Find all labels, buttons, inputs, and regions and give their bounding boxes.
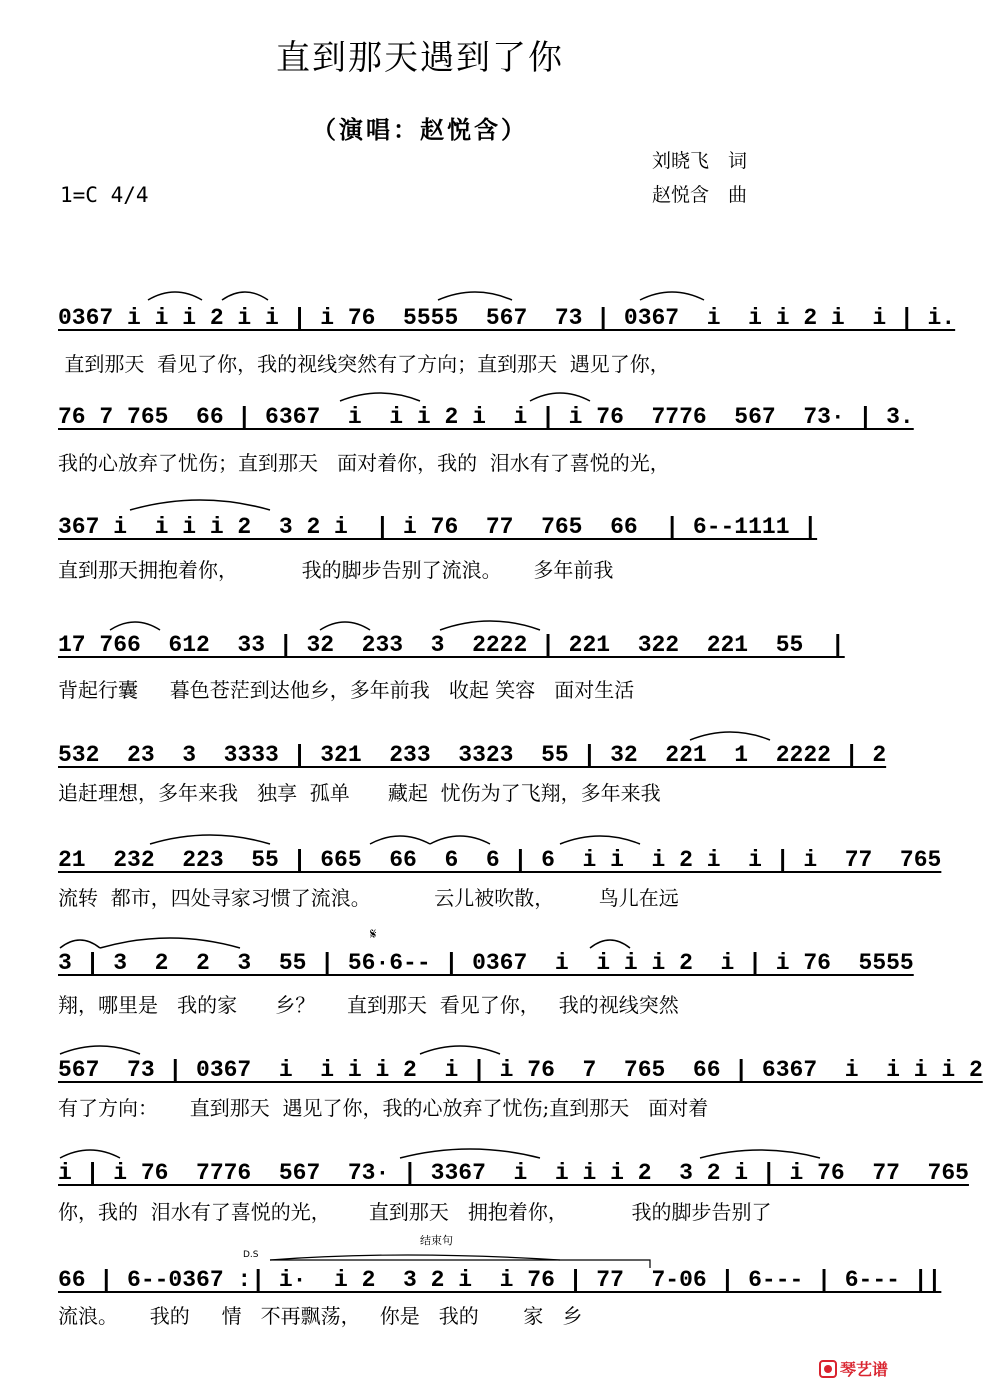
lyrics-line-2: 我的心放弃了忧伤；直到那天 面对着你，我的 泪水有了喜悦的光， [58, 451, 670, 475]
slur-marks [0, 722, 900, 742]
notation-line-8: 567 73 | 0367 i i i i 2 i | i 76 7 765 66 | 6367 i i i i 2 [58, 1057, 983, 1083]
lyrics-line-5: 追赶理想，多年来我 独享 孤单 藏起 忧伤为了飞翔，多年来我 [58, 781, 661, 805]
watermark [819, 1357, 888, 1380]
key-signature: 1=C 4/4 [60, 183, 149, 207]
segno-sign: 𝄋 [370, 925, 377, 943]
watermark-text: 琴艺谱 [839, 1360, 888, 1379]
slur-marks [0, 282, 900, 302]
ds-mark: D.S [243, 1250, 259, 1260]
lyricist-credit: 刘晓飞 词 [652, 150, 748, 172]
lyrics-line-10: 流浪。 我的 情 不再飘荡， 你是 我的 家 乡 [58, 1304, 583, 1328]
notation-line-10: 66 | 6--0367 :| i· i 2 3 2 i i 76 | 77 7-06 | 6--- | 6--- || [58, 1267, 942, 1293]
lyrics-line-4: 背起行囊 暮色苍茫到达他乡，多年前我 收起 笑容 面对生活 [58, 678, 635, 702]
lyrics-line-6: 流转 都市，四处寻家习惯了流浪。 云儿被吹散， 鸟儿在远 [58, 886, 679, 910]
lyrics-line-8: 有了方向： 直到那天 遇见了你，我的心放弃了忧伤;直到那天 面对着 [58, 1096, 709, 1120]
slur-marks [0, 1140, 900, 1160]
lyrics-line-7: 翔，哪里是 我的家 乡？ 直到那天 看见了你， 我的视线突然 [58, 993, 679, 1017]
notation-line-4: 17 766 612 33 | 32 233 3 2222 | 221 322 221 55 | [58, 632, 845, 658]
lyrics-line-9: 你，我的 泪水有了喜悦的光， 直到那天 拥抱着你， 我的脚步告别了 [58, 1200, 772, 1224]
notation-line-1: 0367 i i i 2 i i | i 76 5555 567 73 | 0367 i i i 2 i i | i. [58, 305, 956, 331]
slur-marks [0, 612, 900, 632]
notation-line-7: 3 | 3 2 2 3 55 | 56·6-- | 0367 i i i i 2 i | i 76 5555 [58, 950, 914, 976]
slur-marks [0, 1036, 900, 1056]
slur-marks [0, 930, 900, 950]
notation-line-3: 367 i i i i 2 3 2 i | i 76 77 765 66 | 6--1111 | [58, 514, 818, 540]
lyrics-line-3: 直到那天拥抱着你， 我的脚步告别了流浪。 多年前我 [58, 558, 614, 582]
ending-label: 结束句 [420, 1234, 453, 1247]
lyrics-line-1: 直到那天 看见了你，我的视线突然有了方向；直到那天 遇见了你， [58, 352, 670, 376]
logo-icon [819, 1360, 837, 1378]
notation-line-6: 21 232 223 55 | 665 66 6 6 | 6 i i i 2 i i | i 77 765 [58, 847, 942, 873]
ending-bracket [0, 1246, 900, 1266]
notation-line-5: 532 23 3 3333 | 321 233 3323 55 | 32 221 1 2222 | 2 [58, 742, 887, 768]
composer-credit: 赵悦含 曲 [652, 184, 748, 206]
notation-line-9: i | i 76 7776 567 73· | 3367 i i i i 2 3 2 i | i 76 77 765 [58, 1160, 969, 1186]
notation-line-2: 76 7 765 66 | 6367 i i i 2 i i | i 76 7776 567 73· | 3. [58, 404, 914, 430]
slur-marks [0, 826, 900, 846]
slur-marks [0, 383, 900, 403]
performer-line: （演唱：赵悦含） [312, 115, 528, 144]
song-title: 直到那天遇到了你 [276, 38, 564, 78]
slur-marks [0, 492, 900, 512]
